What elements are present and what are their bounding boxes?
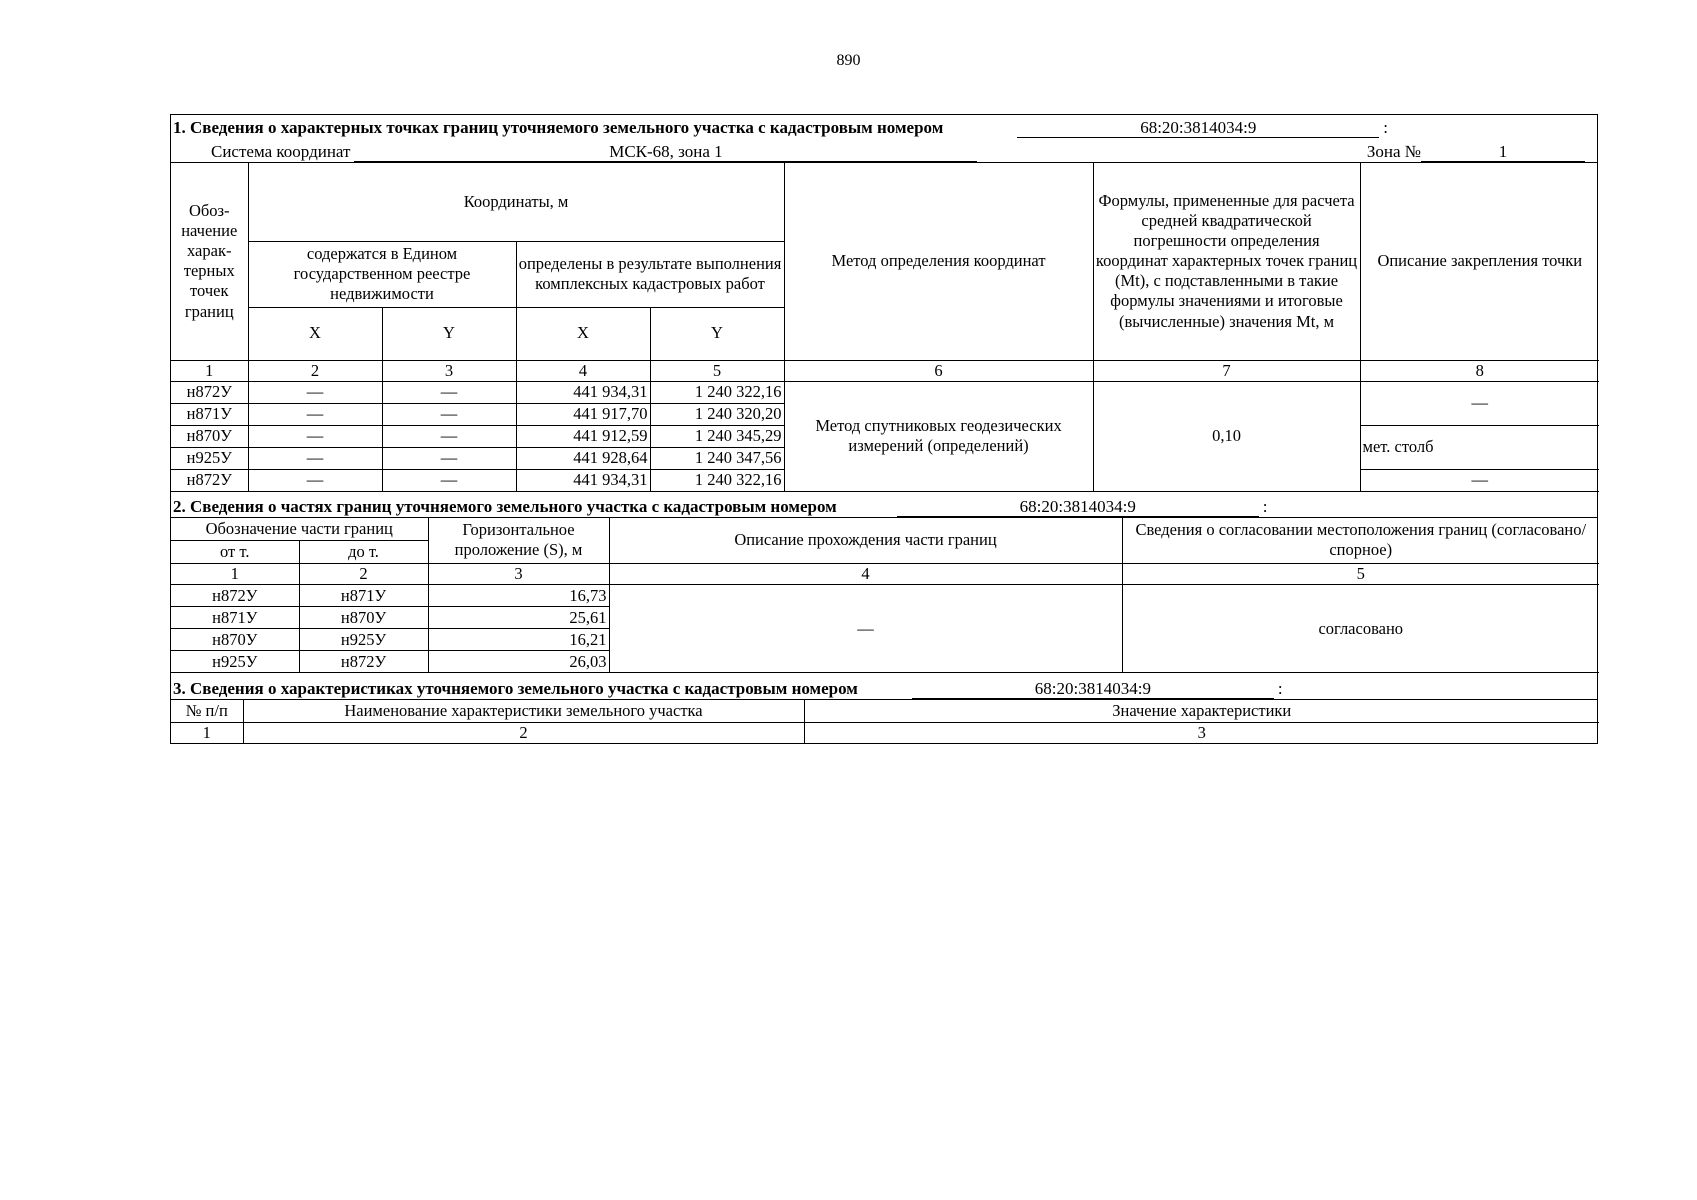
x2-value: 441 917,70 (516, 403, 650, 425)
col-number: 5 (1122, 564, 1599, 585)
page-number: 890 (836, 52, 861, 69)
section2-header (171, 492, 1597, 518)
points-table (171, 163, 1599, 492)
x1-value: — (248, 425, 382, 447)
x1-value: — (248, 447, 382, 469)
col-number: 7 (1093, 360, 1360, 381)
zone-label: Зона № (1366, 142, 1421, 161)
y2-value: 1 240 345,29 (650, 425, 784, 447)
to-point: н870У (299, 607, 428, 629)
y1-value: — (382, 469, 516, 491)
fixing-value: — (1360, 381, 1599, 425)
table-row (171, 381, 1599, 403)
header-designation: Обоз-начение харак-терных точек границ (171, 163, 248, 360)
header-fixing: Описание закрепления точки (1360, 163, 1599, 360)
y2-value: 1 240 322,16 (650, 469, 784, 491)
x2-value: 441 912,59 (516, 425, 650, 447)
parts-table (171, 518, 1599, 674)
coord-system-label: Система координат (211, 142, 351, 161)
header-name: Наименование характеристики земельного участка (243, 700, 804, 722)
to-point: н925У (299, 629, 428, 651)
col-number: 2 (248, 360, 382, 381)
header-value: Значение характеристики (804, 700, 1599, 722)
col-number: 1 (171, 722, 243, 743)
y2-value: 1 240 322,16 (650, 381, 784, 403)
x2-value: 441 934,31 (516, 381, 650, 403)
from-point: н872У (171, 585, 299, 607)
section2-cadastral-number: 68:20:3814034:9 (897, 498, 1259, 517)
point-name: н872У (171, 469, 248, 491)
agreement-value: согласовано (1122, 585, 1599, 673)
col-number: 3 (382, 360, 516, 381)
col-number: 4 (609, 564, 1122, 585)
col-number: 3 (428, 564, 609, 585)
header-coordinates: Координаты, м (248, 163, 784, 241)
header-method: Метод определения координат (784, 163, 1093, 360)
s-value: 16,73 (428, 585, 609, 607)
section1-header (171, 115, 1597, 138)
from-point: н870У (171, 629, 299, 651)
col-number: 1 (171, 360, 248, 381)
header-y1: Y (382, 307, 516, 360)
x1-value: — (248, 403, 382, 425)
coord-system-line (171, 138, 1597, 163)
header-contained-egrn: содержатся в Едином государственном реестре недвижимости (248, 241, 516, 307)
header-num: № п/п (171, 700, 243, 722)
section2-title: 2. Сведения о частях границ уточняемого земельного участка с кадастровым номером (173, 496, 837, 516)
y1-value: — (382, 381, 516, 403)
point-name: н872У (171, 381, 248, 403)
point-name: н871У (171, 403, 248, 425)
col-number: 3 (804, 722, 1599, 743)
characteristics-table (171, 700, 1599, 743)
section1-colon: : (1383, 118, 1389, 137)
header-description: Описание прохождения части границ (609, 518, 1122, 564)
y2-value: 1 240 320,20 (650, 403, 784, 425)
coord-system-value: МСК-68, зона 1 (354, 143, 977, 162)
to-point: н871У (299, 585, 428, 607)
column-numbers-row (171, 360, 1599, 381)
to-point: н872У (299, 651, 428, 673)
col-number: 2 (299, 564, 428, 585)
x1-value: — (248, 381, 382, 403)
column-numbers-row (171, 564, 1599, 585)
fixing-value: мет. столб (1360, 425, 1599, 469)
header-agreement: Сведения о согласовании местоположения границ (согласовано/спорное) (1122, 518, 1599, 564)
column-numbers-row (171, 722, 1599, 743)
mt-value: 0,10 (1093, 381, 1360, 491)
point-name: н870У (171, 425, 248, 447)
header-formulas: Формулы, примененные для расчета средней квадратической погрешности определения координат характерных точек границ (Mt), с подставленными в такие формулы значениями и итоговые (вычисленные) значения Mt, м (1093, 163, 1360, 360)
y1-value: — (382, 403, 516, 425)
s-value: 25,61 (428, 607, 609, 629)
y1-value: — (382, 425, 516, 447)
table-row (171, 585, 1599, 607)
x2-value: 441 928,64 (516, 447, 650, 469)
document-form (170, 114, 1598, 744)
header-to: до т. (299, 541, 428, 564)
header-determined-works: определены в результате выполнения комплексных кадастровых работ (516, 241, 784, 307)
section1-cadastral-number: 68:20:3814034:9 (1017, 119, 1379, 138)
section3-colon: : (1277, 679, 1283, 699)
col-number: 4 (516, 360, 650, 381)
method-value: Метод спутниковых геодезических измерений (определений) (784, 381, 1093, 491)
header-part-designation: Обозначение части границ (171, 518, 428, 541)
section1-title: 1. Сведения о характерных точках границ уточняемого земельного участка с кадастровым номером (173, 118, 944, 137)
header-from: от т. (171, 541, 299, 564)
header-y2: Y (650, 307, 784, 360)
y1-value: — (382, 447, 516, 469)
col-number: 6 (784, 360, 1093, 381)
y2-value: 1 240 347,56 (650, 447, 784, 469)
zone-value: 1 (1421, 143, 1585, 162)
description-value: — (609, 585, 1122, 673)
point-name: н925У (171, 447, 248, 469)
col-number: 8 (1360, 360, 1599, 381)
section3-cadastral-number: 68:20:3814034:9 (912, 680, 1274, 699)
col-number: 2 (243, 722, 804, 743)
s-value: 26,03 (428, 651, 609, 673)
section3-header (171, 673, 1597, 700)
from-point: н871У (171, 607, 299, 629)
fixing-value: — (1360, 469, 1599, 491)
s-value: 16,21 (428, 629, 609, 651)
header-x1: X (248, 307, 382, 360)
section3-title: 3. Сведения о характеристиках уточняемого земельного участка с кадастровым номером (173, 679, 858, 699)
col-number: 1 (171, 564, 299, 585)
x1-value: — (248, 469, 382, 491)
header-horizontal: Горизонтальное проложение (S), м (428, 518, 609, 564)
x2-value: 441 934,31 (516, 469, 650, 491)
section2-colon: : (1262, 496, 1268, 516)
col-number: 5 (650, 360, 784, 381)
header-x2: X (516, 307, 650, 360)
from-point: н925У (171, 651, 299, 673)
